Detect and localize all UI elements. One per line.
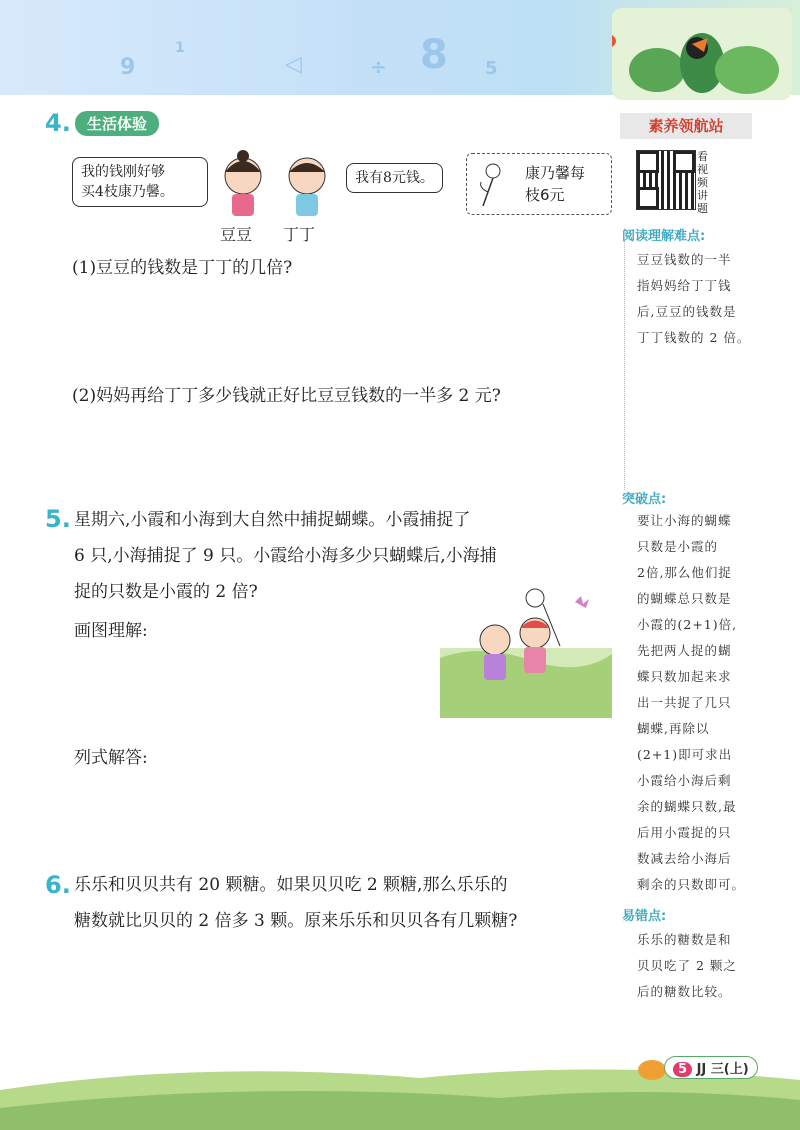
sidebar-heading-breakthrough: 突破点: [622, 492, 667, 507]
plant-illustration [612, 8, 792, 100]
sidebar-breakthrough-line-1: 要让小海的蝴蝶 [637, 513, 732, 528]
sidebar-reading-line-4: 丁丁钱数的 2 倍。 [637, 330, 751, 345]
sidebar-pitfall-line-2: 贝贝吃了 2 颗之 [637, 958, 737, 973]
q6-line-2: 糖数就比贝贝的 2 倍多 3 颗。原来乐乐和贝贝各有几颗糖? [74, 911, 518, 931]
sidebar-breakthrough-line-11: 小霞给小海后剩 [637, 773, 732, 788]
dingding-speech-text: 我有8元钱。 [355, 170, 434, 186]
name-dingding: 丁丁 [283, 225, 316, 244]
q4-tag: 生活体验 [75, 111, 159, 136]
deco-glyph-8: 8 [420, 32, 448, 78]
q5-line-3: 捉的只数是小霞的 2 倍? [74, 582, 258, 602]
header-plant-corner [612, 8, 792, 100]
page-badge [664, 1056, 758, 1079]
sidebar-reading-line-3: 后,豆豆的钱数是 [637, 304, 737, 319]
dingding-speech-bubble [346, 163, 443, 193]
sidebar-breakthrough-line-6: 先把两人捉的蝴 [637, 643, 732, 658]
sidebar-breakthrough-line-8: 出一共捉了几只 [637, 695, 732, 710]
carnation-icon [475, 162, 505, 208]
sidebar-breakthrough-line-4: 的蝴蝶总只数是 [637, 591, 732, 606]
sidebar-breakthrough-line-15: 剩余的只数即可。 [637, 877, 746, 892]
deco-glyph-divide: ÷ [370, 55, 387, 79]
sidebar-pitfall-line-3: 后的糖数比较。 [637, 984, 732, 999]
q4-sub1: (1)豆豆的钱数是丁丁的几倍? [72, 258, 293, 278]
sidebar-breakthrough-text [637, 508, 759, 898]
sidebar-pitfall-line-1: 乐乐的糖数是和 [637, 932, 732, 947]
q4-number: 4. [45, 109, 71, 137]
sidebar-breakthrough-line-3: 2倍,那么他们捉 [637, 565, 732, 580]
sidebar-heading-pitfall: 易错点: [622, 909, 667, 924]
q6-line-1: 乐乐和贝贝共有 20 颗糖。如果贝贝吃 2 颗糖,那么乐乐的 [74, 875, 508, 895]
qr-code[interactable] [636, 150, 696, 210]
butterfly-catching-illustration [440, 588, 612, 718]
doudou-speech-line-1: 我的钱刚好够 [81, 164, 165, 180]
page-number: 5 [673, 1062, 692, 1077]
price-note-box [466, 153, 612, 215]
sidebar-breakthrough-line-10: (2+1)即可求出 [637, 747, 733, 762]
price-note-text [525, 162, 585, 206]
edition-label: JJ 三(上) [696, 1062, 749, 1077]
name-doudou: 豆豆 [220, 225, 253, 244]
deco-glyph-1: 1 [175, 40, 185, 56]
deco-glyph-triangle: ◁ [285, 52, 302, 77]
sidebar-breakthrough-line-2: 只数是小霞的 [637, 539, 719, 554]
q4-sub2: (2)妈妈再给丁丁多少钱就正好比豆豆钱数的一半多 2 元? [72, 386, 501, 406]
q5-line-2: 6 只,小海捕捉了 9 只。小霞给小海多少只蝴蝶后,小海捕 [74, 546, 497, 566]
sidebar-breakthrough-line-7: 蝶只数加起来求 [637, 669, 732, 684]
sidebar-title-text: 素养领航站 [648, 117, 724, 135]
qr-label: 看视频讲题 [697, 150, 708, 215]
sidebar-breakthrough-line-13: 后用小霞捉的只 [637, 825, 732, 840]
doudou-speech-line-2: 买4枝康乃馨。 [81, 184, 174, 200]
deco-glyph-9: 9 [120, 55, 136, 80]
sidebar-breakthrough-line-12: 余的蝴蝶只数,最 [637, 799, 737, 814]
price-note-line-1: 康乃馨每 [525, 164, 586, 182]
sidebar-title [620, 113, 752, 139]
sidebar-breakthrough-line-5: 小霞的(2+1)倍, [637, 617, 738, 632]
doudou-speech-bubble [72, 157, 208, 207]
q5-draw-label: 画图理解: [74, 621, 148, 641]
sidebar-reading-text [637, 247, 759, 351]
sidebar-reading-line-2: 指妈妈给丁丁钱 [637, 278, 732, 293]
q6-number: 6. [45, 871, 71, 899]
children-illustration [210, 150, 340, 222]
sidebar-reading-line-1: 豆豆钱数的一半 [637, 252, 732, 267]
deco-glyph-5: 5 [485, 58, 498, 79]
q5-number: 5. [45, 505, 71, 533]
q5-solve-label: 列式解答: [74, 748, 148, 768]
sidebar-breakthrough-line-9: 蝴蝶,再除以 [637, 721, 710, 736]
sidebar-divider-1 [624, 240, 625, 490]
q6-text [74, 867, 619, 939]
price-note-line-2: 枝6元 [525, 186, 565, 204]
q5-line-1: 星期六,小霞和小海到大自然中捕捉蝴蝶。小霞捕捉了 [74, 510, 471, 530]
sidebar-breakthrough-line-14: 数减去给小海后 [637, 851, 732, 866]
sidebar-heading-reading: 阅读理解难点: [622, 229, 706, 244]
sidebar-pitfall-text [637, 927, 759, 1005]
